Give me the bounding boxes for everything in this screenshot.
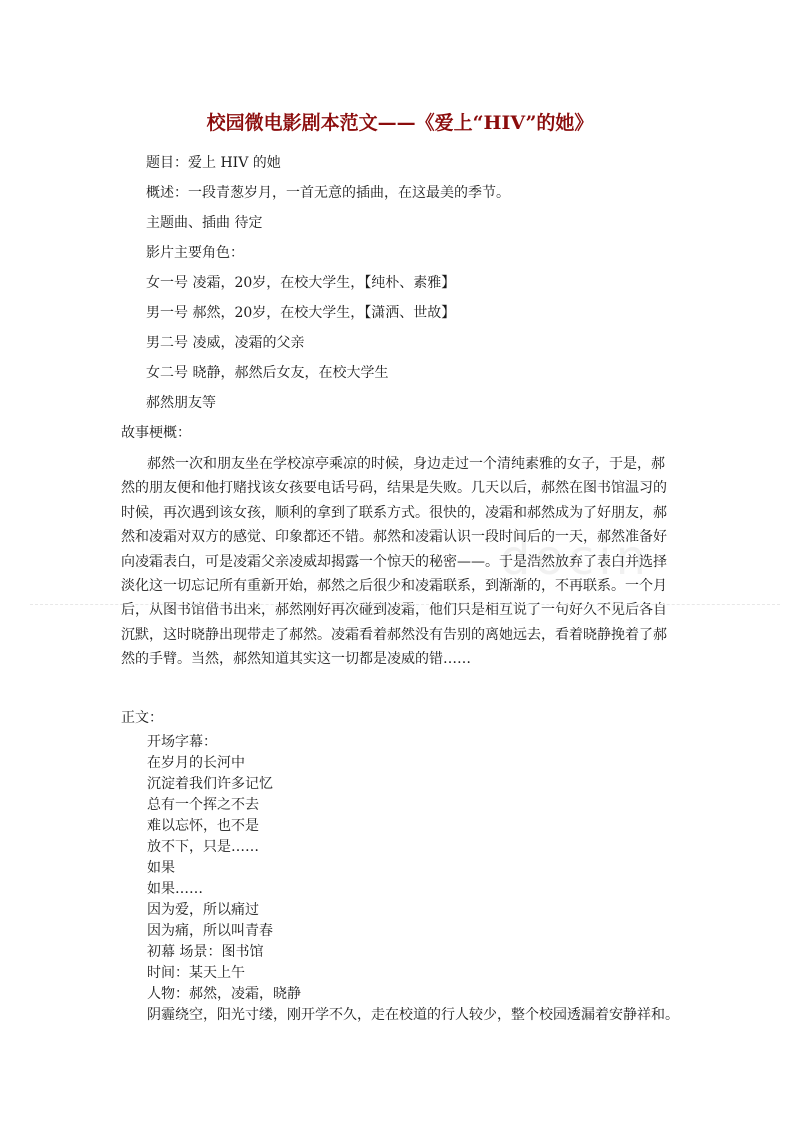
document-title: 校园微电影剧本范文——《爱上“HIV”的她》 bbox=[206, 112, 594, 134]
script-line: 在岁月的长河中 bbox=[147, 755, 245, 771]
script-line: 如果 bbox=[147, 860, 175, 876]
synopsis-line: 淡化这一切忘记所有重新开始，郝然之后很少和凌霜联系，到渐渐的，不再联系。一个月 bbox=[121, 577, 667, 594]
synopsis-line: 然的朋友便和他打赌找该女孩要电话号码，结果是失败。几天以后，郝然在图书馆温习的 bbox=[121, 480, 667, 497]
meta-role-male-second: 男二号 凌威，凌霜的父亲 bbox=[146, 335, 305, 351]
script-body bbox=[147, 732, 679, 1026]
meta-role-friends: 郝然朋友等 bbox=[146, 395, 216, 411]
synopsis-label: 故事梗概： bbox=[121, 425, 191, 441]
synopsis-line: 向凌霜表白，可是凌霜父亲凌威却揭露一个惊天的秘密——。于是浩然放弃了表白并选择 bbox=[121, 553, 667, 570]
script-line: 沉淀着我们许多记忆 bbox=[147, 776, 273, 792]
synopsis-line: 郝然一次和朋友坐在学校凉亭乘凉的时候，身边走过一个清纯素雅的女子，于是，郝 bbox=[147, 456, 665, 472]
synopsis-line: 时候，再次遇到该女孩，顺利的拿到了联系方式。很快的，凌霜和郝然成为了好朋友，郝 bbox=[121, 504, 667, 521]
meta-overview: 概述：一段青葱岁月，一首无意的插曲，在这最美的季节。 bbox=[146, 185, 510, 201]
script-line: 如果…… bbox=[147, 881, 203, 897]
script-line: 放不下，只是…… bbox=[147, 839, 259, 855]
synopsis-line: 然和凌霜对双方的感觉、印象都还不错。郝然和凌霜认识一段时间后的一天，郝然准备好 bbox=[121, 529, 667, 546]
meta-roles-heading: 影片主要角色： bbox=[146, 245, 244, 261]
synopsis-line: 然的手臂。当然，郝然知道其实这一切都是凌威的错…… bbox=[121, 651, 471, 668]
meta-theme-song: 主题曲、插曲 待定 bbox=[146, 215, 263, 231]
script-line: 阴霾绕空，阳光寸缕，刚开学不久，走在校道的行人较少，整个校园透漏着安静祥和。 bbox=[147, 1007, 679, 1023]
synopsis-line: 沉默，这时晓静出现带走了郝然。凌霜看着郝然没有告别的离她远去，看着晓静挽着了郝 bbox=[121, 626, 667, 643]
script-line: 因为痛，所以叫青春 bbox=[147, 923, 273, 939]
meta-role-male-lead: 男一号 郝然，20岁，在校大学生，【潇洒、世故】 bbox=[146, 305, 456, 321]
watermark: docin bbox=[500, 530, 650, 586]
watermark-divider bbox=[30, 604, 780, 605]
script-line: 总有一个挥之不去 bbox=[147, 797, 259, 813]
script-line: 时间：某天上午 bbox=[147, 965, 245, 981]
script-line: 初幕 场景：图书馆 bbox=[147, 944, 264, 960]
meta-topic: 题目：爱上 HIV 的她 bbox=[146, 155, 281, 171]
script-line: 难以忘怀，也不是 bbox=[147, 818, 259, 834]
meta-role-female-lead: 女一号 凌霜，20岁，在校大学生，【纯朴、素雅】 bbox=[146, 275, 456, 291]
synopsis-line: 后，从图书馆借书出来，郝然刚好再次碰到凌霜，他们只是相互说了一句好久不见后各自 bbox=[121, 602, 667, 619]
script-line: 因为爱，所以痛过 bbox=[147, 902, 259, 918]
script-line: 人物：郝然，凌霜，晓静 bbox=[147, 986, 301, 1002]
body-label: 正文： bbox=[121, 710, 163, 726]
meta-role-female-second: 女二号 晓静，郝然后女友，在校大学生 bbox=[146, 365, 389, 381]
script-line: 开场字幕： bbox=[147, 734, 217, 750]
